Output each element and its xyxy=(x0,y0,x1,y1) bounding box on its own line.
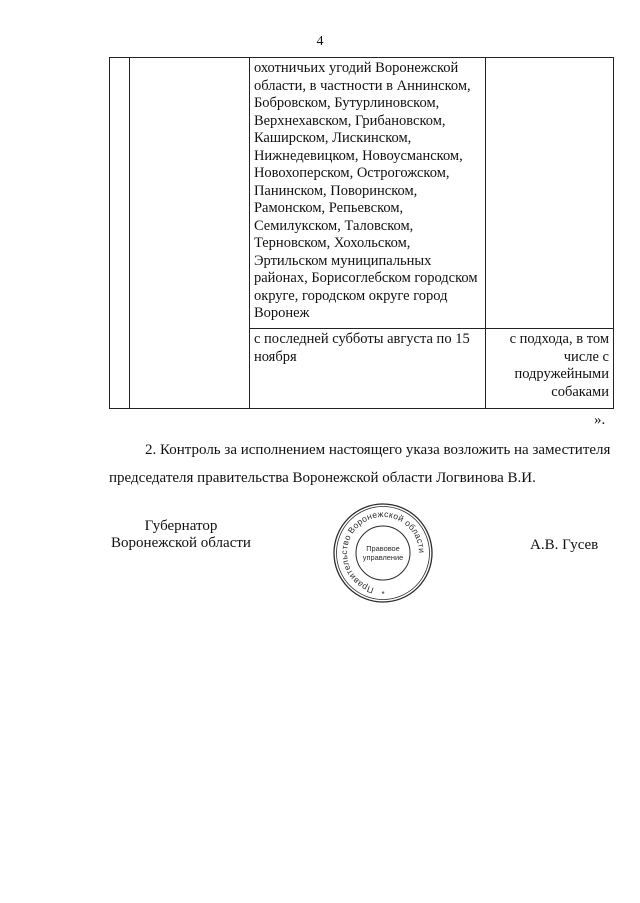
page-number: 4 xyxy=(316,34,324,49)
signatory-name: А.В. Гусев xyxy=(530,537,599,553)
table-cell-species xyxy=(130,58,250,409)
seal-center-line-2: управление xyxy=(362,553,404,562)
signatory-title-line-2: Воронежской области xyxy=(111,535,251,551)
official-seal-stamp xyxy=(331,501,435,605)
table-cell-index xyxy=(110,58,130,409)
seal-center-line-1: Правовое xyxy=(366,544,400,553)
table-cell-method xyxy=(486,58,614,329)
hunting-periods-table xyxy=(109,57,614,409)
table-cell-period: с последней субботы августа по 15 ноября xyxy=(249,329,485,409)
table-cell-method: с подхода, в том числе с подружейными собаками xyxy=(486,329,614,409)
closing-quote: ». xyxy=(594,412,606,428)
paragraph-control-line-1: 2. Контроль за исполнением настоящего указа возложить на заместителя xyxy=(145,442,611,458)
seal-star: * xyxy=(381,590,385,599)
signatory-title xyxy=(109,518,253,552)
table-cell-territory: охотничьих угодий Воронежской области, в частности в Аннинском, Бобровском, Бутурлиновском, Верхнехавском, Грибановском, Каширском, Лискинском, Нижнедевицком, Новоусманском, Новохоперском, Острогожском, Панинском, Поворинском, Рамонском, Репьевском, Семилукском, Таловском, Терновском, Хохольском, Эртильском муниципальных районах, Борисоглебском городском округе, городском округе город Воронеж xyxy=(249,58,485,329)
signatory-title-line-1: Губернатор xyxy=(144,518,218,534)
table-row xyxy=(110,58,614,329)
seal-ring-text: Правительство Воронежской области xyxy=(338,508,428,596)
paragraph-control-line-2: председателя правительства Воронежской области Логвинова В.И. xyxy=(109,470,536,486)
